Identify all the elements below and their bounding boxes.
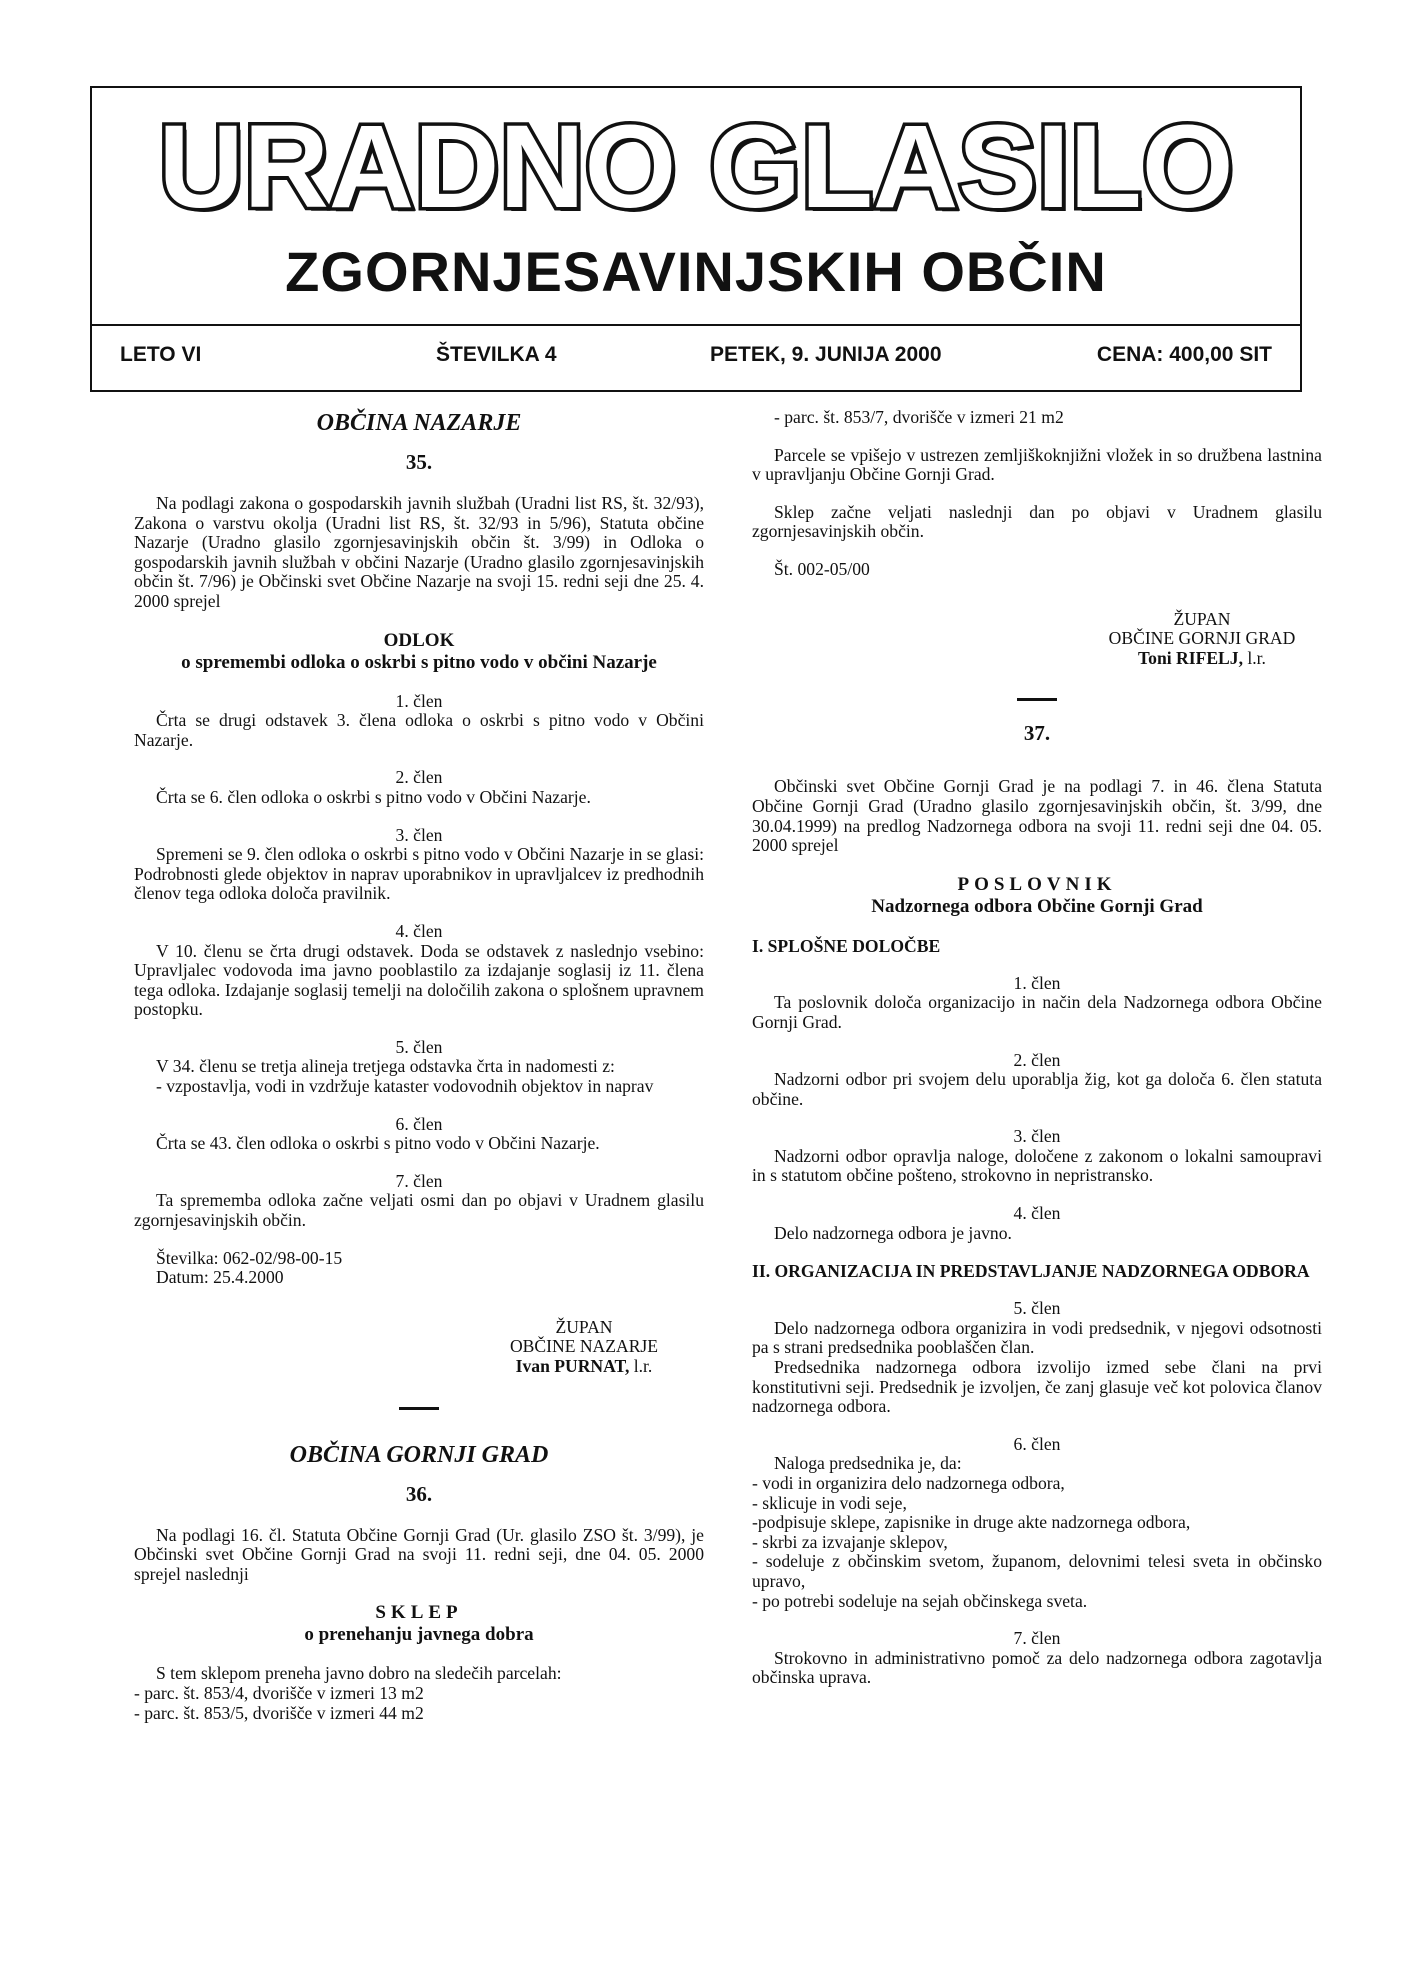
parcel-item: - parc. št. 853/5, dvorišče v izmeri 44 m2 [134, 1702, 424, 1723]
article-heading: 7. člen [1013, 1628, 1061, 1649]
article-text: Delo nadzornega odbora organizira in vodi predsednik, v njegovi odsotnosti pa s strani predsednika pooblaščen član. [752, 1317, 1322, 1358]
section-title-nazarje: OBČINA NAZARJE [316, 410, 522, 436]
list-item: - sklicuje in vodi seje, [752, 1492, 907, 1513]
article-text: Strokovno in administrativno pomoč za delo nadzornega odbora zagotavlja občinska uprava. [752, 1647, 1322, 1688]
masthead-divider [92, 324, 1300, 326]
left-column [134, 408, 704, 1723]
article-heading: 6. člen [395, 1113, 443, 1134]
act-number-36: 36. [405, 1481, 433, 1506]
signature-block [1082, 610, 1322, 669]
article-heading: 4. člen [395, 920, 443, 941]
act-35-intro: Na podlagi zakona o gospodarskih javnih službah (Uradni list RS, št. 32/93), Zakona o varstvu okolja (Uradni list RS, št. 32/93 in 5/96), Statuta občine Nazarje (Uradno glasilo zgornjesavinjskih občin št. 3/99) in Odloka o gospodarskih javnih službah v občini Nazarje (Uradno glasilo zgornjesavinjskih občin št. 7/96) je Občinski svet Občine Nazarje na svoji 15. redni seji dne 25. 4. 2000 sprejel [134, 493, 704, 611]
section-title-gornji-grad: OBČINA GORNJI GRAD [289, 1441, 549, 1468]
list-item: -podpisuje sklepe, zapisnike in druge akte nadzornega odbora, [752, 1512, 1191, 1533]
article-text: - vzpostavlja, vodi in vzdržuje kataster vodovodnih objektov in naprav [156, 1076, 654, 1097]
article-heading: 2. člen [395, 767, 443, 788]
article-heading: 4. člen [1013, 1203, 1061, 1224]
masthead [90, 86, 1302, 392]
signature-title: ŽUPAN [1173, 608, 1231, 629]
article-heading: 1. člen [395, 690, 443, 711]
article-text: Črta se drugi odstavek 3. člena odloka o oskrbi s pitno vodo v Občini Nazarje. [134, 710, 704, 750]
issue-price: CENA: 400,00 SIT [1096, 343, 1272, 366]
poslovnik-subtitle: Nadzornega odbora Občine Gornji Grad [871, 895, 1203, 917]
signature-lr: l.r. [1242, 647, 1266, 668]
article-heading: 3. člen [395, 824, 443, 845]
act-number-35: 35. [405, 450, 433, 474]
issue-number: ŠTEVILKA 4 [436, 343, 557, 366]
poslovnik-title: POSLOVNIK [957, 873, 1117, 895]
sklep-text: Sklep začne veljati naslednji dan po objavi v Uradnem glasilu zgornjesavinjskih občin. [752, 501, 1322, 542]
article-text: Spremeni se 9. člen odloka o oskrbi s pitno vodo v Občini Nazarje in se glasi: Podrobnosti glede objektov in naprav uporabnikov in upravljalcev iz predhodnih členov tega odloka določa pravilnik. [134, 844, 704, 904]
signature-block [464, 1318, 704, 1377]
reference-number: Številka: 062-02/98-00-15 [156, 1247, 343, 1268]
article-text: Naloga predsednika je, da: [774, 1453, 962, 1474]
sklep-title: SKLEP [375, 1602, 463, 1624]
signature-title: ŽUPAN [555, 1316, 613, 1337]
sklep-subtitle: o prenehanju javnega dobra [304, 1624, 534, 1646]
signature-office: OBČINE GORNJI GRAD [1108, 628, 1296, 649]
reference-date: Datum: 25.4.2000 [156, 1267, 284, 1288]
article-heading: 3. člen [1013, 1126, 1061, 1147]
parcel-item: - parc. št. 853/7, dvorišče v izmeri 21 m2 [774, 407, 1064, 427]
article-text: Ta poslovnik določa organizacijo in način dela Nadzornega odbora Občine Gornji Grad. [752, 992, 1322, 1032]
chapter-heading: I. SPLOŠNE DOLOČBE [752, 935, 941, 956]
masthead-title: URADNO GLASILO [158, 101, 1234, 233]
act-36-intro: Na podlagi 16. čl. Statuta Občine Gornji Grad (Ur. glasilo ZSO št. 3/99), je Občinski svet Občine Gornji Grad na svoji 11. redni seji, dne 04. 05. 2000 sprejel naslednji [134, 1524, 704, 1584]
list-item: - sodeluje z občinskim svetom, županom, delovnimi telesi sveta in občinsko upravo, [752, 1551, 1322, 1591]
article-heading: 7. člen [395, 1170, 443, 1191]
article-heading: 1. člen [1013, 972, 1061, 993]
article-text: Nadzorni odbor opravlja naloge, določene z zakonom o lokalni samoupravi in s statutom občine pošteno, strokovno in nepristransko. [752, 1145, 1322, 1186]
article-text: V 34. členu se tretja alineja tretjega odstavka črta in nadomesti z: [156, 1056, 615, 1077]
article-text: Črta se 43. člen odloka o oskrbi s pitno vodo v Občini Nazarje. [156, 1133, 600, 1154]
article-text: Nadzorni odbor pri svojem delu uporablja žig, kot ga določa 6. člen statuta občine. [752, 1069, 1322, 1109]
act-37-intro: Občinski svet Občine Gornji Grad je na podlagi 7. in 46. člena Statuta Občine Gornji Grad (Uradno glasilo zgornjesavinjskih občin, št. 3/99, dne 30.04.1999) na predlog Nadzornega odbora na svoji 11. redni seji dne 04. 05. 2000 sprejel [752, 776, 1322, 856]
right-column [752, 408, 1322, 1688]
sklep-text: S tem sklepom preneha javno dobro na sledečih parcelah: [156, 1663, 562, 1684]
article-text: Črta se 6. člen odloka o oskrbi s pitno vodo v Občini Nazarje. [156, 786, 591, 807]
masthead-subtitle: ZGORNJESAVINJSKIH OBČIN [285, 240, 1107, 303]
sklep-text: Parcele se vpišejo v ustrezen zemljiškoknjižni vložek in so družbena lastnina v upravljanju Občine Gornji Grad. [752, 444, 1322, 485]
odlok-title: ODLOK [383, 629, 455, 651]
odlok-subtitle: o spremembi odloka o oskrbi s pitno vodo v občini Nazarje [181, 651, 657, 673]
article-text: Ta sprememba odloka začne veljati osmi dan po objavi v Uradnem glasilu zgornjesavinjskih občin. [134, 1190, 704, 1231]
signature-name: Toni RIFELJ, [1138, 647, 1243, 668]
article-text: V 10. členu se črta drugi odstavek. Doda se odstavek z naslednjo vsebino: Upravljalec vodovoda ima javno pooblastilo za izdajanje soglasij iz 11. člena tega odloka. Izdajanje soglasij temelji na določilih zakona o splošnem upravnem postopku. [134, 940, 704, 1020]
article-heading: 6. člen [1013, 1433, 1061, 1454]
reference-number: Št. 002-05/00 [774, 558, 870, 579]
signature-lr: l.r. [629, 1356, 653, 1376]
article-heading: 5. člen [395, 1036, 443, 1057]
issue-year: LETO VI [120, 343, 202, 366]
chapter-heading: II. ORGANIZACIJA IN PREDSTAVLJANJE NADZORNEGA ODBORA [752, 1261, 1310, 1282]
issue-date: PETEK, 9. JUNIJA 2000 [710, 343, 942, 366]
list-item: - vodi in organizira delo nadzornega odbora, [752, 1473, 1065, 1493]
list-item: - po potrebi sodeluje na sejah občinskega sveta. [752, 1590, 1088, 1611]
list-item: - skrbi za izvajanje sklepov, [752, 1531, 948, 1552]
article-heading: 2. člen [1013, 1049, 1061, 1070]
signature-name: Ivan PURNAT, [515, 1356, 630, 1376]
act-number-37: 37. [1023, 721, 1051, 746]
article-text: Delo nadzornega odbora je javno. [774, 1222, 1012, 1243]
article-text: Predsednika nadzornega odbora izvolijo izmed sebe člani na prvi konstitutivni seji. Predsednik je izvoljen, če zanj glasuje več kot polovica članov nadzornega odbora. [752, 1357, 1322, 1417]
parcel-item: - parc. št. 853/4, dvorišče v izmeri 13 m2 [134, 1682, 424, 1703]
article-heading: 5. člen [1013, 1298, 1061, 1319]
signature-office: OBČINE NAZARJE [509, 1336, 659, 1357]
